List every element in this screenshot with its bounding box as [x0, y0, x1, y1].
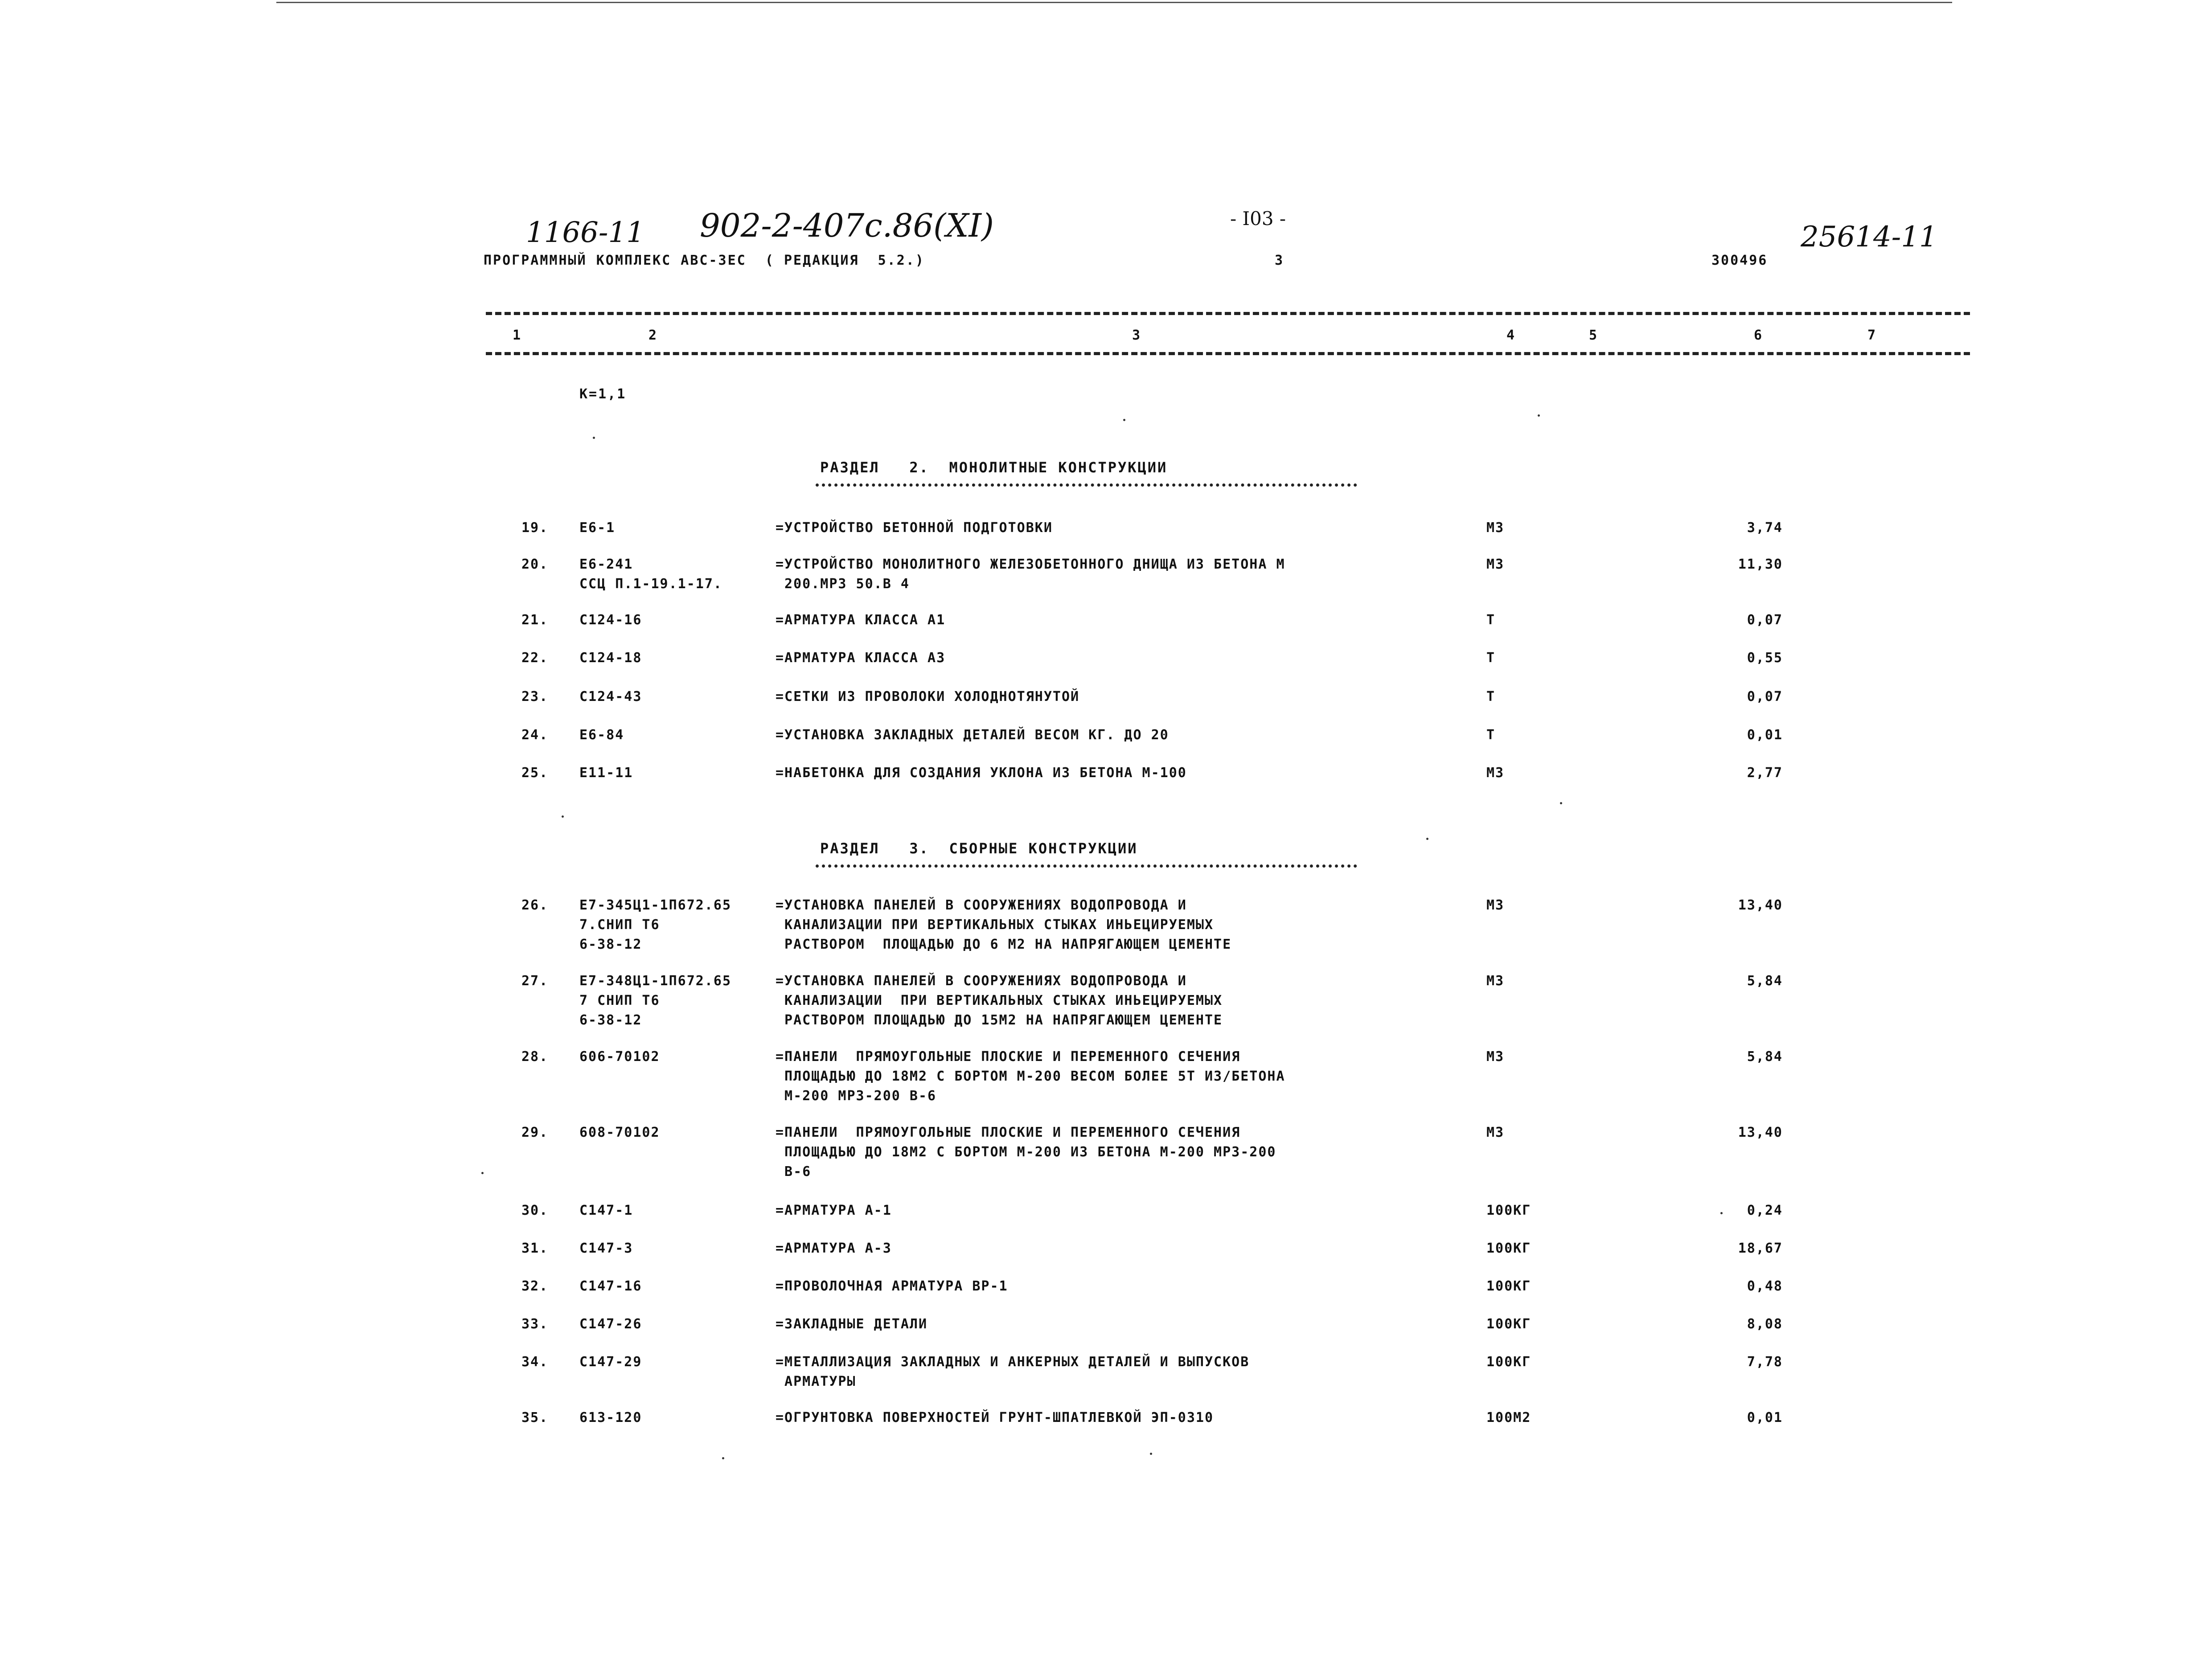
- row-code: [579, 648, 642, 668]
- scan-speck: [593, 437, 595, 439]
- row-code-line: 6-38-12: [579, 1012, 642, 1028]
- row-code-line: ССЦ П.1-19.1-17.: [579, 576, 722, 592]
- row-unit: 100КГ: [1486, 1278, 1531, 1294]
- row-code: [579, 518, 615, 538]
- row-code-line: С147-29: [579, 1354, 642, 1370]
- scan-speck: [1538, 414, 1540, 417]
- row-quantity: 2,77: [1747, 765, 1783, 781]
- row-unit: Т: [1486, 612, 1496, 628]
- row-unit: М3: [1486, 1125, 1505, 1140]
- row-code: [579, 1123, 660, 1143]
- row-unit: М3: [1486, 973, 1505, 989]
- row-description-line: =УСТАНОВКА ПАНЕЛЕЙ В СООРУЖЕНИЯХ ВОДОПРОВОДА И: [776, 897, 1187, 913]
- row-description-line: ПЛОЩАДЬЮ ДО 18М2 С БОРТОМ М-200 ИЗ БЕТОНА М-200 МРЗ-200: [776, 1144, 1276, 1160]
- row-description: [776, 1352, 1453, 1392]
- scan-speck: [1720, 1212, 1723, 1214]
- column-header-1: 1: [513, 328, 521, 343]
- row-number: 27.: [521, 973, 549, 989]
- row-code-line: С147-3: [579, 1241, 633, 1256]
- table-row: [521, 971, 1783, 1034]
- row-description-line: =ЗАКЛАДНЫЕ ДЕТАЛИ: [776, 1316, 928, 1332]
- row-description-line: =ПАНЕЛИ ПРЯМОУГОЛЬНЫЕ ПЛОСКИЕ И ПЕРЕМЕННОГО СЕЧЕНИЯ: [776, 1125, 1241, 1140]
- row-description: [776, 1315, 1453, 1334]
- scan-speck: [481, 1172, 484, 1174]
- row-quantity: 0,48: [1747, 1278, 1783, 1294]
- scan-speck: [1560, 802, 1562, 804]
- row-number: 23.: [521, 689, 549, 705]
- row-description: [776, 518, 1453, 538]
- row-quantity: 0,01: [1747, 1410, 1783, 1425]
- row-description-line: =УСТАНОВКА ПАНЕЛЕЙ В СООРУЖЕНИЯХ ВОДОПРОВОДА И: [776, 973, 1187, 989]
- row-number: 34.: [521, 1354, 549, 1370]
- row-code-line: Е6-241: [579, 557, 633, 572]
- row-number: 30.: [521, 1203, 549, 1218]
- table-top-rule: [486, 312, 1970, 315]
- handwritten-archive-number: 25614-11: [1801, 221, 1937, 254]
- row-code: [579, 610, 642, 630]
- row-code-line: 7.СНИП Т6: [579, 917, 660, 933]
- row-description: [776, 1047, 1453, 1106]
- row-description-line: =УСТРОЙСТВО МОНОЛИТНОГО ЖЕЛЕЗОБЕТОННОГО ДНИЩА ИЗ БЕТОНА М: [776, 557, 1285, 572]
- table-row: [521, 1123, 1783, 1185]
- program-line: ПРОГРАММНЫЙ КОМПЛЕКС АВС-ЗЕС ( РЕДАКЦИЯ 5.2.): [484, 253, 925, 268]
- row-description: [776, 971, 1453, 1030]
- row-unit: 100КГ: [1486, 1354, 1531, 1370]
- row-description-line: АРМАТУРЫ: [776, 1374, 856, 1389]
- scan-speck: [1123, 419, 1125, 421]
- scan-speck: [722, 1457, 724, 1459]
- row-number: 35.: [521, 1410, 549, 1425]
- row-code: [579, 971, 731, 1030]
- row-code-line: 613-120: [579, 1410, 642, 1425]
- row-code-line: 7 СНИП Т6: [579, 993, 660, 1008]
- coefficient-label: К=1,1: [579, 386, 627, 402]
- row-unit: 100КГ: [1486, 1203, 1531, 1218]
- row-number: 32.: [521, 1278, 549, 1294]
- row-description-line: В-6: [776, 1164, 812, 1180]
- row-description-line: =АРМАТУРА КЛАССА А1: [776, 612, 946, 628]
- row-description-line: =ПАНЕЛИ ПРЯМОУГОЛЬНЫЕ ПЛОСКИЕ И ПЕРЕМЕННОГО СЕЧЕНИЯ: [776, 1049, 1241, 1065]
- row-number: 31.: [521, 1241, 549, 1256]
- row-quantity: 5,84: [1747, 1049, 1783, 1065]
- row-description-line: =МЕТАЛЛИЗАЦИЯ ЗАКЛАДНЫХ И АНКЕРНЫХ ДЕТАЛЕЙ И ВЫПУСКОВ: [776, 1354, 1250, 1370]
- scan-speck: [1426, 838, 1428, 840]
- document-code: 300496: [1711, 253, 1768, 268]
- row-description-line: КАНАЛИЗАЦИИ ПРИ ВЕРТИКАЛЬНЫХ СТЫКАХ ИНЬЕЦИРУЕМЫХ: [776, 993, 1223, 1008]
- row-description-line: =АРМАТУРА А-3: [776, 1241, 892, 1256]
- row-unit: М3: [1486, 765, 1505, 781]
- row-unit: 100М2: [1486, 1410, 1531, 1425]
- handwritten-sheet-number: 1166-11: [526, 216, 644, 249]
- row-number: 21.: [521, 612, 549, 628]
- row-unit: М3: [1486, 557, 1505, 572]
- row-description-line: М-200 МРЗ-200 В-6: [776, 1088, 937, 1104]
- row-description: [776, 725, 1453, 745]
- row-description-line: =СЕТКИ ИЗ ПРОВОЛОКИ ХОЛОДНОТЯНУТОЙ: [776, 689, 1080, 705]
- column-header-2: 2: [648, 328, 657, 343]
- column-header-5: 5: [1589, 328, 1597, 343]
- row-code-line: С124-16: [579, 612, 642, 628]
- row-unit: Т: [1486, 727, 1496, 743]
- table-row: [521, 763, 1783, 817]
- row-description: [776, 1123, 1453, 1182]
- row-description: [776, 896, 1453, 954]
- page-number: - I03 -: [1230, 208, 1286, 229]
- row-quantity: 0,55: [1747, 650, 1783, 666]
- row-unit: М3: [1486, 1049, 1505, 1065]
- row-number: 19.: [521, 520, 549, 536]
- row-unit: 100КГ: [1486, 1316, 1531, 1332]
- row-unit: 100КГ: [1486, 1241, 1531, 1256]
- row-description: [776, 555, 1453, 594]
- row-code: [579, 1201, 633, 1221]
- row-description: [776, 648, 1453, 668]
- row-number: 29.: [521, 1125, 549, 1140]
- table-row: [521, 1047, 1783, 1110]
- row-code: [579, 725, 624, 745]
- row-number: 33.: [521, 1316, 549, 1332]
- row-code-line: С147-1: [579, 1203, 633, 1218]
- row-description-line: ПЛОЩАДЬЮ ДО 18М2 С БОРТОМ М-200 ВЕСОМ БОЛЕЕ 5Т ИЗ/БЕТОНА: [776, 1069, 1285, 1084]
- row-description-line: 200.МРЗ 50.В 4: [776, 576, 910, 592]
- row-number: 22.: [521, 650, 549, 666]
- row-quantity: 5,84: [1747, 973, 1783, 989]
- section-underline: [816, 864, 1357, 868]
- column-header-6: 6: [1754, 328, 1762, 343]
- column-header-7: 7: [1867, 328, 1876, 343]
- row-description-line: =АРМАТУРА А-1: [776, 1203, 892, 1218]
- row-code-line: С147-26: [579, 1316, 642, 1332]
- row-unit: Т: [1486, 689, 1496, 705]
- table-row: [521, 555, 1783, 608]
- section-underline: [816, 483, 1357, 487]
- scan-border-line: [276, 2, 1952, 3]
- row-code-line: 606-70102: [579, 1049, 660, 1065]
- scan-speck: [1150, 1453, 1152, 1455]
- row-description: [776, 1277, 1453, 1296]
- row-description: [776, 610, 1453, 630]
- row-code-line: С124-18: [579, 650, 642, 666]
- row-code: [579, 896, 731, 954]
- row-number: 20.: [521, 557, 549, 572]
- row-number: 24.: [521, 727, 549, 743]
- row-quantity: 7,78: [1747, 1354, 1783, 1370]
- row-description-line: РАСТВОРОМ ПЛОЩАДЬЮ ДО 15М2 НА НАПРЯГАЮЩЕМ ЦЕМЕНТЕ: [776, 1012, 1223, 1028]
- row-code-line: Е6-1: [579, 520, 616, 536]
- row-description-line: =ОГРУНТОВКА ПОВЕРХНОСТЕЙ ГРУНТ-ШПАТЛЕВКОЙ ЭП-0310: [776, 1410, 1214, 1425]
- row-quantity: 0,24: [1747, 1203, 1783, 1218]
- row-code-line: Е7-348Ц1-1П672.65: [579, 973, 732, 989]
- row-code: [579, 687, 642, 707]
- row-code: [579, 555, 722, 594]
- row-code-line: С124-43: [579, 689, 642, 705]
- row-code: [579, 1047, 660, 1067]
- row-quantity: 13,40: [1738, 1125, 1783, 1140]
- row-quantity: 0,07: [1747, 689, 1783, 705]
- row-unit: М3: [1486, 897, 1505, 913]
- section-title-monolithic: РАЗДЕЛ 2. МОНОЛИТНЫЕ КОНСТРУКЦИИ: [820, 459, 1168, 476]
- row-quantity: 13,40: [1738, 897, 1783, 913]
- row-code-line: Е7-345Ц1-1П672.65: [579, 897, 732, 913]
- column-header-4: 4: [1506, 328, 1515, 343]
- row-code-line: Е6-84: [579, 727, 624, 743]
- row-code-line: 608-70102: [579, 1125, 660, 1140]
- table-row: [521, 896, 1783, 958]
- row-unit: Т: [1486, 650, 1496, 666]
- table-row: [521, 1408, 1783, 1462]
- row-quantity: 18,67: [1738, 1241, 1783, 1256]
- row-code-line: 6-38-12: [579, 937, 642, 952]
- row-unit: М3: [1486, 520, 1505, 536]
- row-code-line: С147-16: [579, 1278, 642, 1294]
- row-quantity: 11,30: [1738, 557, 1783, 572]
- row-number: 28.: [521, 1049, 549, 1065]
- row-quantity: 0,07: [1747, 612, 1783, 628]
- handwritten-project-code: 902-2-407c.86(XI): [700, 207, 994, 244]
- row-code: [579, 1408, 642, 1428]
- row-description: [776, 687, 1453, 707]
- row-code-line: Е11-11: [579, 765, 633, 781]
- row-description-line: =АРМАТУРА КЛАССА А3: [776, 650, 946, 666]
- table-row: [521, 1352, 1783, 1406]
- row-description: [776, 1408, 1453, 1428]
- row-description-line: =УСТАНОВКА ЗАКЛАДНЫХ ДЕТАЛЕЙ ВЕСОМ КГ. ДО 20: [776, 727, 1169, 743]
- row-description: [776, 763, 1453, 783]
- row-code: [579, 1352, 642, 1372]
- row-code: [579, 1239, 633, 1258]
- row-quantity: 3,74: [1747, 520, 1783, 536]
- row-quantity: 8,08: [1747, 1316, 1783, 1332]
- row-number: 25.: [521, 765, 549, 781]
- row-code: [579, 1277, 642, 1296]
- row-description-line: КАНАЛИЗАЦИИ ПРИ ВЕРТИКАЛЬНЫХ СТЫКАХ ИНЬЕЦИРУЕМЫХ: [776, 917, 1214, 933]
- row-code: [579, 1315, 642, 1334]
- row-description: [776, 1201, 1453, 1221]
- sheet-marker: 3: [1275, 253, 1285, 268]
- section-title-prefabricated: РАЗДЕЛ 3. СБОРНЫЕ КОНСТРУКЦИИ: [820, 840, 1138, 857]
- column-header-3: 3: [1132, 328, 1141, 343]
- row-quantity: 0,01: [1747, 727, 1783, 743]
- row-description: [776, 1239, 1453, 1258]
- row-description-line: =ПРОВОЛОЧНАЯ АРМАТУРА ВР-1: [776, 1278, 1008, 1294]
- row-description-line: РАСТВОРОМ ПЛОЩАДЬЮ ДО 6 М2 НА НАПРЯГАЮЩЕМ ЦЕМЕНТЕ: [776, 937, 1232, 952]
- table-header-rule: [486, 352, 1970, 355]
- row-code: [579, 763, 633, 783]
- scan-speck: [562, 815, 564, 818]
- row-number: 26.: [521, 897, 549, 913]
- row-description-line: =УСТРОЙСТВО БЕТОННОЙ ПОДГОТОВКИ: [776, 520, 1053, 536]
- row-description-line: =НАБЕТОНКА ДЛЯ СОЗДАНИЯ УКЛОНА ИЗ БЕТОНА М-100: [776, 765, 1187, 781]
